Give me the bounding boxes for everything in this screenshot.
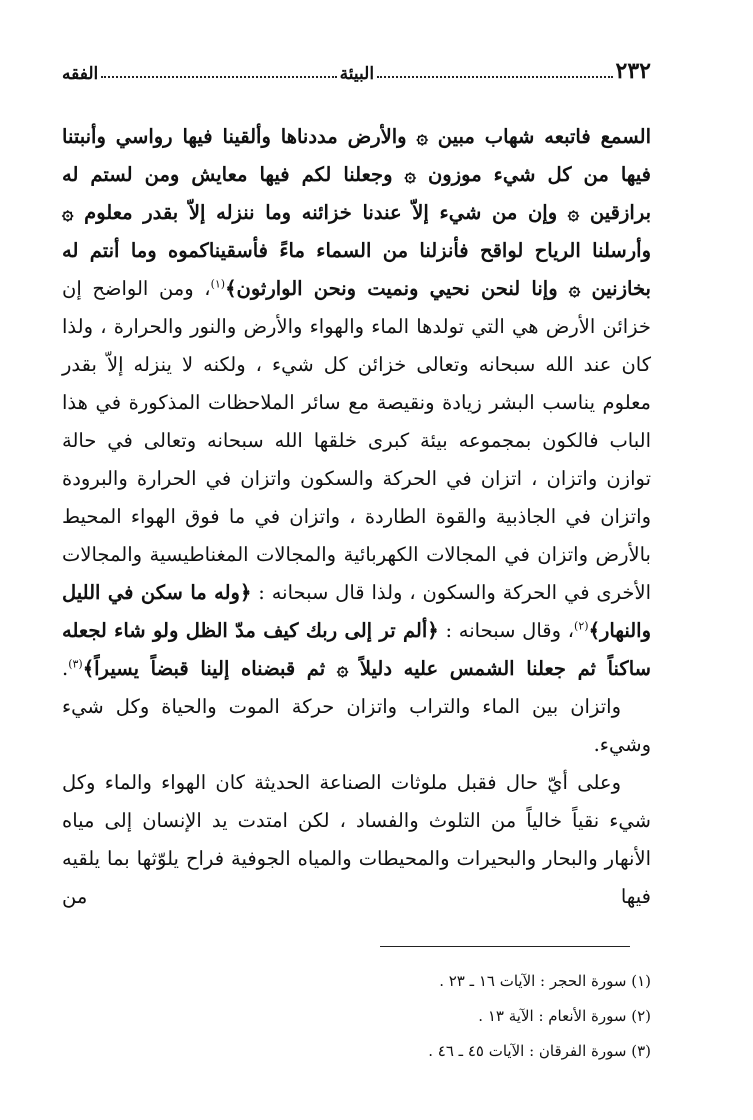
footnotes xyxy=(251,964,651,1069)
footnote-separator xyxy=(380,946,630,947)
footnote-3: (٣) سورة الفرقان : الآيات ٤٥ ـ ٤٦ . xyxy=(428,1042,651,1060)
quran-verse-2: ﴿وله ما سكن في الليل والنهار﴾ xyxy=(62,581,651,642)
paragraph-1-text-2: ، وقال سبحانه : xyxy=(445,619,575,642)
header-dots-left xyxy=(101,76,336,78)
quran-verse-1: السمع فاتبعه شهاب مبين ۞ والأرض مددناها وألقينا فيها رواسي وأنبتنا فيها من كل شيء موزون ۞ وجعلنا لكم فيها معايش ومن لستم له برازقين ۞ وإن من شيء إلاّ عندنا خزائنه وما ننزله إلاّ بقدر معلوم ۞ وأرسلنا الرياح لواقح فأنزلنا من السماء ماءً فأسقيناكموه وما أنتم له بخازنين ۞ وإنا لنحن نحيي ونميت ونحن الوارثون﴾ xyxy=(62,125,651,300)
page-number: ٢٣٢ xyxy=(615,58,651,84)
paragraph-1 xyxy=(62,118,651,688)
book-title: الفقه xyxy=(62,64,99,84)
header-dots-right xyxy=(377,76,612,78)
paragraph-1-text: ، ومن الواضح إن خزائن الأرض هي التي تولدها الماء والهواء والأرض والنور والحرارة ، ولذا كان عند الله سبحانه وتعالى خزائن كل شيء ، ولكنه لا ينزله إلاّ بقدر معلوم يناسب البشر زيادة ونقيصة مع سائر الملاحظات المذكورة في هذا الباب فالكون بمجموعه بيئة كبرى خلقها الله سبحانه وتعالى في حالة توازن واتزان ، اتزان في الحركة والسكون واتزان في الحرارة والبرودة واتزان في الجاذبية والقوة الطاردة ، واتزان في ما فوق الهواء المحيط بالأرض واتزان في المجالات الكهربائية والمجالات المغناطيسية والمجالات الأخرى في الحركة والسكون ، ولذا قال سبحانه : xyxy=(62,277,652,604)
quran-verse-3: ﴿ألم تر إلى ربك كيف مدّ الظل ولو شاء لجعله ساكناً ثم جعلنا الشمس عليه دليلاً ۞ ثم قبضناه إلينا قبضاً يسيراً﴾ xyxy=(62,619,651,680)
footnote-mark-3: (٣) xyxy=(68,657,83,671)
paragraph-3: وعلى أيّ حال فقبل ملوثات الصناعة الحديثة كان الهواء والماء وكل شيء نقياً خالياً من التلوث والفساد ، لكن امتدت يد الإنسان إلى مياه الأنهار والبحار والبحيرات والمحيطات والمياه الجوفية فراح يلوّثها بما يلقيه فيها من xyxy=(62,771,651,908)
paragraph-1-end: . xyxy=(62,657,69,680)
running-header xyxy=(62,56,651,84)
footnote-mark-2: (٢) xyxy=(574,619,589,633)
main-text xyxy=(62,118,651,916)
paragraph-2: واتزان بين الماء والتراب واتزان حركة الموت والحياة وكل شيء وشيء. xyxy=(62,695,651,756)
footnote-1: (١) سورة الحجر : الآيات ١٦ ـ ٢٣ . xyxy=(439,972,651,990)
chapter-title: البيئة xyxy=(339,64,375,84)
footnote-mark-1: (١) xyxy=(210,277,226,291)
footnote-2: (٢) سورة الأنعام : الآية ١٣ . xyxy=(478,1007,651,1025)
